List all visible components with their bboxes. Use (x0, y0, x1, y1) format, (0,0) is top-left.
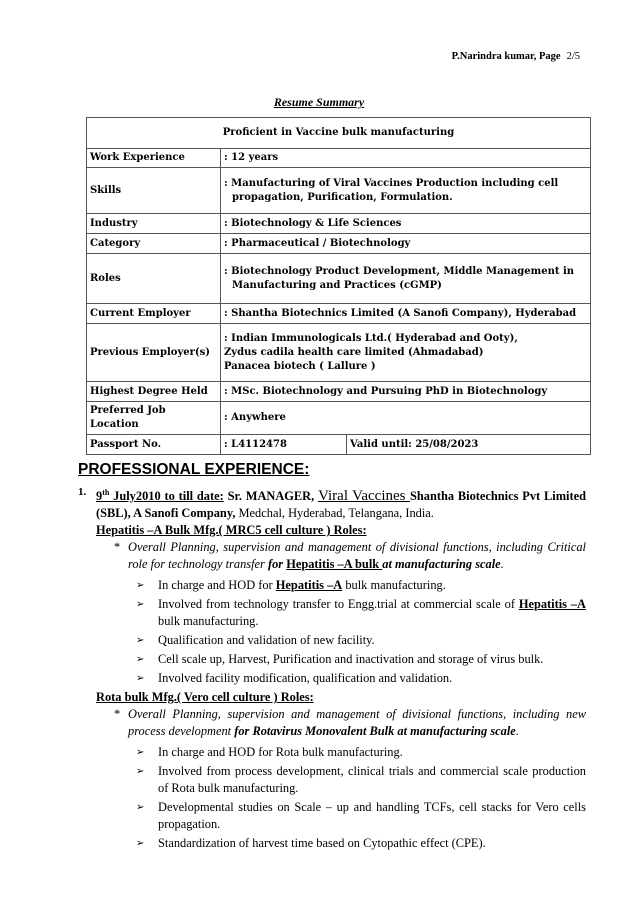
summary-value-line: : Indian Immunologicals Ltd.( Hyderabad and Ooty), (224, 332, 518, 344)
bullet-text: Developmental studies on Scale – up and handling TCFs, cell stacks for Vero cells propagation. (158, 800, 586, 832)
page-header (452, 51, 580, 62)
passport-number: : L4112478 (221, 435, 347, 455)
bullet-text-end: bulk manufacturing. (342, 578, 446, 593)
rota-overall-bold: for Rotavirus Monovalent Bulk at manufacturing scale (234, 724, 516, 739)
summary-value-line: : Biotechnology Product Development, Middle Management in (224, 265, 575, 277)
arrow-bullet-icon: ➢ (136, 635, 145, 647)
star-bullet: * (114, 707, 121, 722)
resume-summary-table (86, 117, 591, 455)
passport-validity: Valid until: 25/08/2023 (347, 435, 591, 455)
summary-key: Work Experience (87, 149, 221, 168)
bullet-text: Qualification and validation of new facility. (158, 633, 375, 648)
rota-bullets (78, 744, 586, 852)
arrow-bullet-icon: ➢ (136, 580, 145, 592)
table-row (87, 324, 591, 382)
bullet-text: In charge and HOD for Rota bulk manufacturing. (158, 745, 403, 760)
table-row (87, 304, 591, 324)
passport-row (87, 435, 591, 455)
job-date-sup: th (102, 488, 110, 497)
summary-value-line: Manufacturing and Practices (cGMP) (232, 279, 442, 291)
table-row (87, 168, 591, 214)
summary-key: Highest Degree Held (87, 382, 221, 402)
hepatitis-roles-title: Hepatitis –A Bulk Mfg.( MRC5 cell culture ) Roles: (96, 523, 367, 538)
summary-value (221, 168, 591, 214)
table-row (87, 402, 591, 435)
summary-value (221, 234, 591, 254)
summary-value-line: : Shantha Biotechnics Limited (A Sanofi Company), Hyderabad (224, 307, 577, 319)
summary-heading: Proficient in Vaccine bulk manufacturing (87, 118, 591, 149)
page-number: 2/5 (566, 51, 580, 62)
summary-value-line: : Manufacturing of Viral Vaccines Production including cell (224, 177, 559, 189)
hepatitis-overall-end: . (500, 557, 504, 572)
bullet-text: In charge and HOD for (158, 578, 276, 593)
summary-key: Preferred Job Location (87, 402, 221, 435)
bullet-text: Involved from technology transfer to Engg.trial at commercial scale of (158, 597, 519, 612)
summary-value (221, 304, 591, 324)
summary-key: Skills (87, 168, 221, 214)
job-date-day: 9 (96, 489, 103, 504)
hepatitis-overall-scale: at manufacturing scale (382, 557, 501, 572)
bullet-highlight: Hepatitis –A (275, 578, 343, 593)
summary-value (221, 382, 591, 402)
list-item (78, 744, 586, 761)
summary-value-line: : MSc. Biotechnology and Pursuing PhD in Biotechnology (224, 385, 548, 397)
list-item (78, 632, 586, 649)
summary-heading-row (87, 118, 591, 149)
list-item (78, 577, 586, 594)
job-location: Medchal, Hyderabad, Telangana, India. (235, 506, 434, 521)
summary-value-line: propagation, Purification, Formulation. (232, 191, 453, 203)
list-item (78, 670, 586, 687)
summary-value-line: : 12 years (224, 152, 279, 163)
list-item (78, 835, 586, 852)
job-division: Viral Vaccines (318, 488, 410, 505)
passport-key: Passport No. (87, 435, 221, 455)
bullet-text: Involved from process development, clinical trials and commercial scale production of Rota bulk manufacturing. (158, 764, 586, 796)
list-item (78, 651, 586, 668)
job-date (96, 489, 224, 503)
summary-value-line: Zydus cadila health care limited (Ahmadabad) (224, 346, 484, 358)
summary-key: Category (87, 234, 221, 254)
summary-value (221, 254, 591, 304)
bullet-text: Cell scale up, Harvest, Purification and inactivation and storage of virus bulk. (158, 652, 544, 667)
bullet-text-end: bulk manufacturing. (158, 614, 259, 629)
header-name: P.Narindra kumar, Page (451, 51, 561, 62)
arrow-bullet-icon: ➢ (136, 747, 145, 759)
table-row (87, 254, 591, 304)
hepatitis-overall-text: Overall Planning, supervision and management of divisional functions, including Critical role for technology transfer (128, 540, 586, 572)
table-row (87, 214, 591, 234)
hepatitis-overall-product: Hepatitis –A bulk (286, 557, 383, 572)
table-row (87, 234, 591, 254)
rota-roles-title: Rota bulk Mfg.( Vero cell culture ) Roles: (96, 690, 314, 705)
hepatitis-overall (78, 539, 586, 573)
arrow-bullet-icon: ➢ (136, 654, 145, 666)
summary-value (221, 402, 591, 435)
section-title-professional-experience: PROFESSIONAL EXPERIENCE: (78, 461, 310, 478)
arrow-bullet-icon: ➢ (136, 838, 145, 850)
summary-key: Current Employer (87, 304, 221, 324)
arrow-bullet-icon: ➢ (136, 673, 145, 685)
summary-value (221, 214, 591, 234)
table-row (87, 382, 591, 402)
summary-value (221, 149, 591, 168)
table-row (87, 149, 591, 168)
bullet-highlight: Hepatitis –A (518, 597, 586, 612)
summary-value (221, 324, 591, 382)
rota-overall (78, 706, 586, 740)
bullet-text: Standardization of harvest time based on Cytopathic effect (CPE). (158, 836, 486, 851)
job-position: Sr. MANAGER, (223, 489, 315, 504)
job-company: Shantha Biotechnics Pvt Limited (SBL), A Sanofi Company, (96, 489, 586, 521)
arrow-bullet-icon: ➢ (136, 599, 145, 611)
star-bullet: * (114, 540, 121, 555)
resume-summary-title: Resume Summary (273, 95, 365, 109)
summary-value-line: : Pharmaceutical / Biotechnology (224, 237, 411, 249)
summary-value-line: Panacea biotech ( Lallure ) (224, 360, 376, 372)
experience-body (78, 484, 586, 854)
arrow-bullet-icon: ➢ (136, 802, 145, 814)
rota-overall-text: Overall Planning, supervision and management of divisional functions, including new process development (128, 707, 586, 739)
list-item (78, 596, 586, 630)
summary-key: Roles (87, 254, 221, 304)
summary-value-line: : Anywhere (224, 412, 286, 423)
list-item (78, 763, 586, 797)
summary-value-line: : Biotechnology & Life Sciences (224, 217, 402, 229)
bullet-text: Involved facility modification, qualification and validation. (158, 671, 453, 686)
hepatitis-bullets (78, 577, 586, 687)
job-entry (78, 484, 586, 522)
list-item (78, 799, 586, 833)
job-date-rest: July2010 to till date: (109, 489, 224, 504)
summary-key: Previous Employer(s) (87, 324, 221, 382)
rota-overall-end: . (515, 724, 519, 739)
hepatitis-overall-for: for (267, 557, 287, 572)
job-number: 1. (78, 486, 87, 498)
arrow-bullet-icon: ➢ (136, 766, 145, 778)
summary-key: Industry (87, 214, 221, 234)
